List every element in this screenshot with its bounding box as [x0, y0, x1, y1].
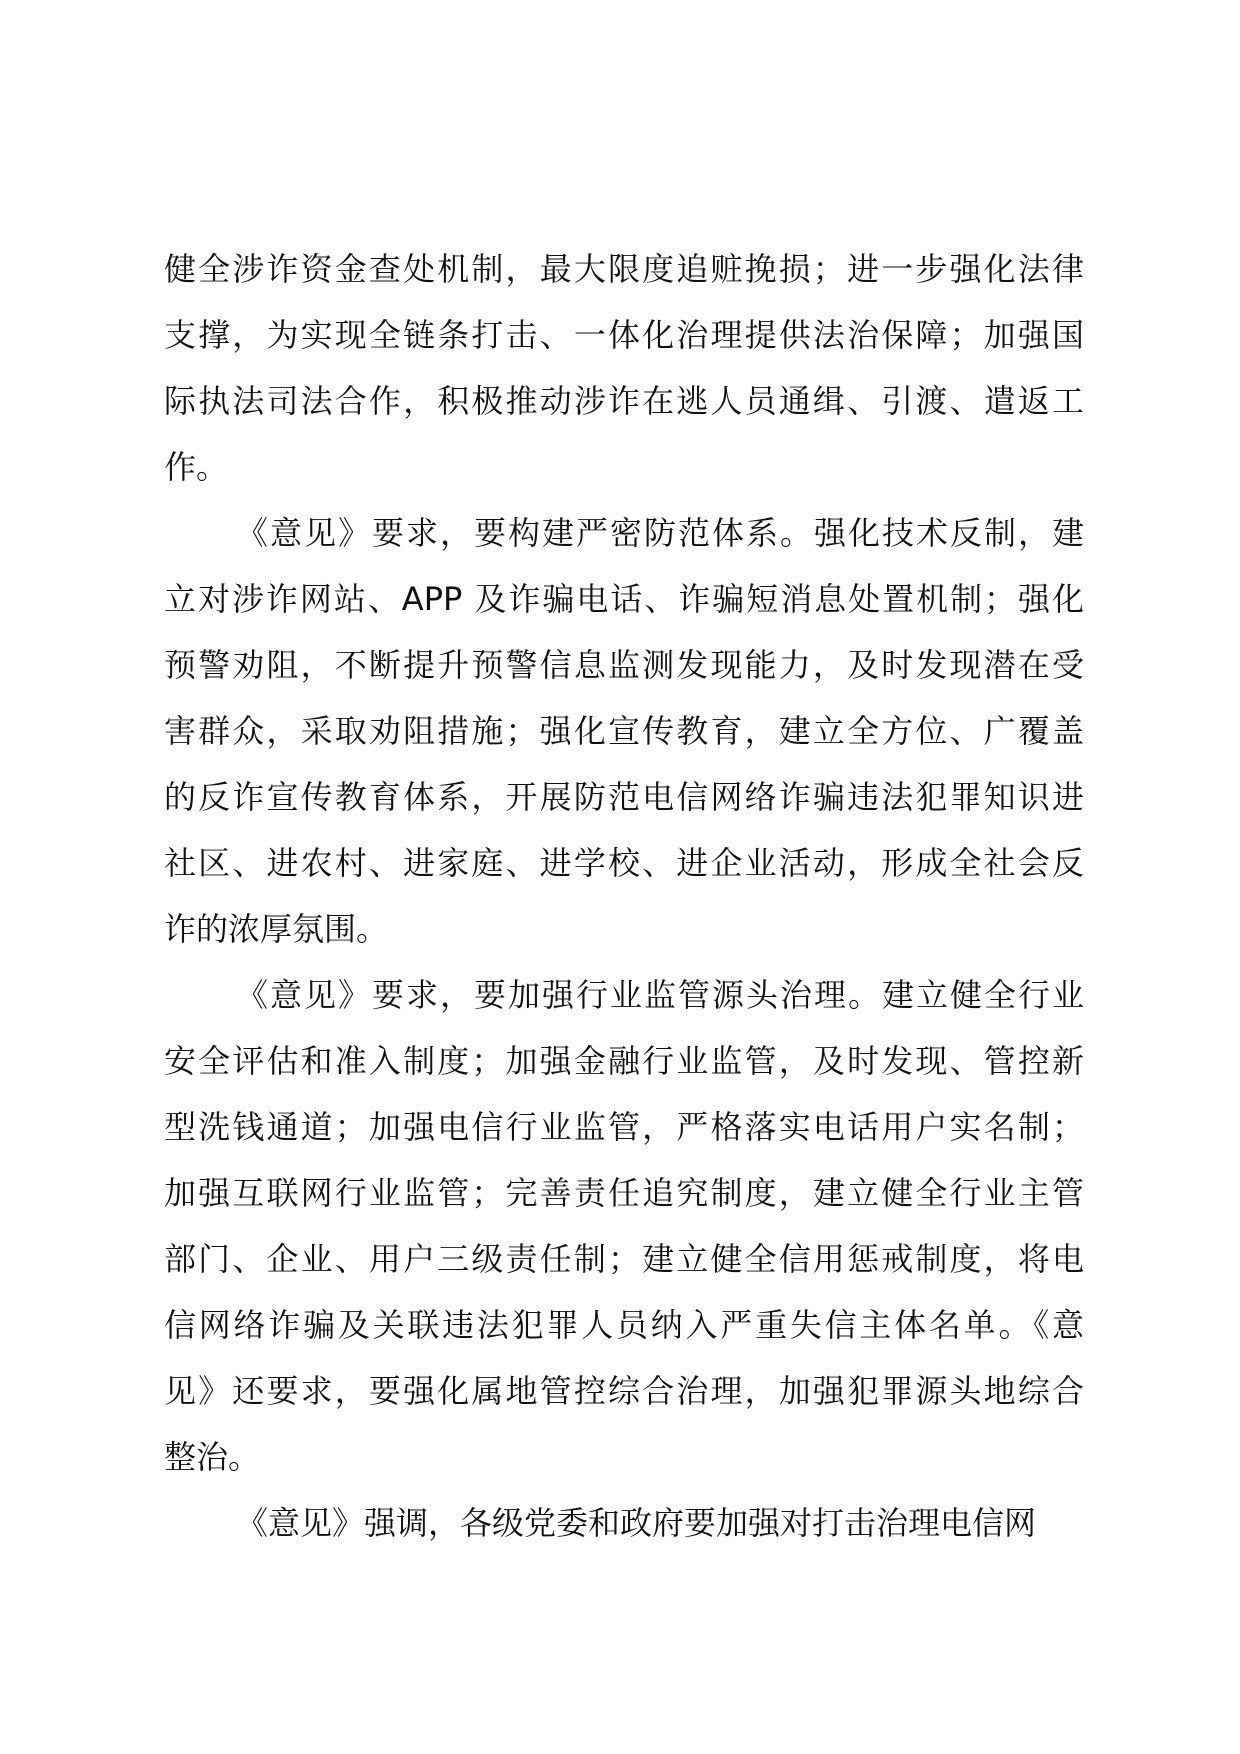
text-line: 支撑，为实现全链条打击、一体化治理提供法治保障；加强国: [164, 316, 1084, 354]
text-line: 型洗钱通道；加强电信行业监管，严格落实电话用户实名制；: [164, 1108, 1084, 1146]
text-line: 立对涉诈网站、APP 及诈骗电话、诈骗短消息处置机制；强化: [164, 580, 1084, 618]
document-body: [164, 236, 1084, 1556]
text-line: 害群众，采取劝阻措施；强化宣传教育，建立全方位、广覆盖: [164, 712, 1084, 750]
text-line: 预警劝阻，不断提升预警信息监测发现能力，及时发现潜在受: [164, 646, 1084, 684]
text-line: 际执法司法合作，积极推动涉诈在逃人员通缉、引渡、遣返工: [164, 382, 1084, 420]
text-line: 安全评估和准入制度；加强金融行业监管，及时发现、管控新: [164, 1042, 1084, 1080]
text-line: 健全涉诈资金查处机制，最大限度追赃挽损；进一步强化法律: [164, 250, 1084, 288]
paragraph-first-line: 《意见》强调，各级党委和政府要加强对打击治理电信网: [236, 1504, 1037, 1542]
text-line: 社区、进农村、进家庭、进学校、进企业活动，形成全社会反: [164, 844, 1084, 882]
text-line: 作。: [164, 448, 229, 486]
text-line: 部门、企业、用户三级责任制；建立健全信用惩戒制度，将电: [164, 1240, 1084, 1278]
text-line: 整治。: [164, 1438, 261, 1476]
paragraph-first-line: 《意见》要求，要构建严密防范体系。强化技术反制，建: [236, 514, 1084, 552]
text-line: 的反诈宣传教育体系，开展防范电信网络诈骗违法犯罪知识进: [164, 778, 1084, 816]
text-line: 信网络诈骗及关联违法犯罪人员纳入严重失信主体名单。《意: [164, 1306, 1084, 1344]
text-line: 诈的浓厚氛围。: [164, 910, 389, 948]
text-line: 加强互联网行业监管；完善责任追究制度，建立健全行业主管: [164, 1174, 1084, 1212]
paragraph-first-line: 《意见》要求，要加强行业监管源头治理。建立健全行业: [236, 976, 1084, 1014]
text-line: 见》还要求，要强化属地管控综合治理，加强犯罪源头地综合: [164, 1372, 1084, 1410]
